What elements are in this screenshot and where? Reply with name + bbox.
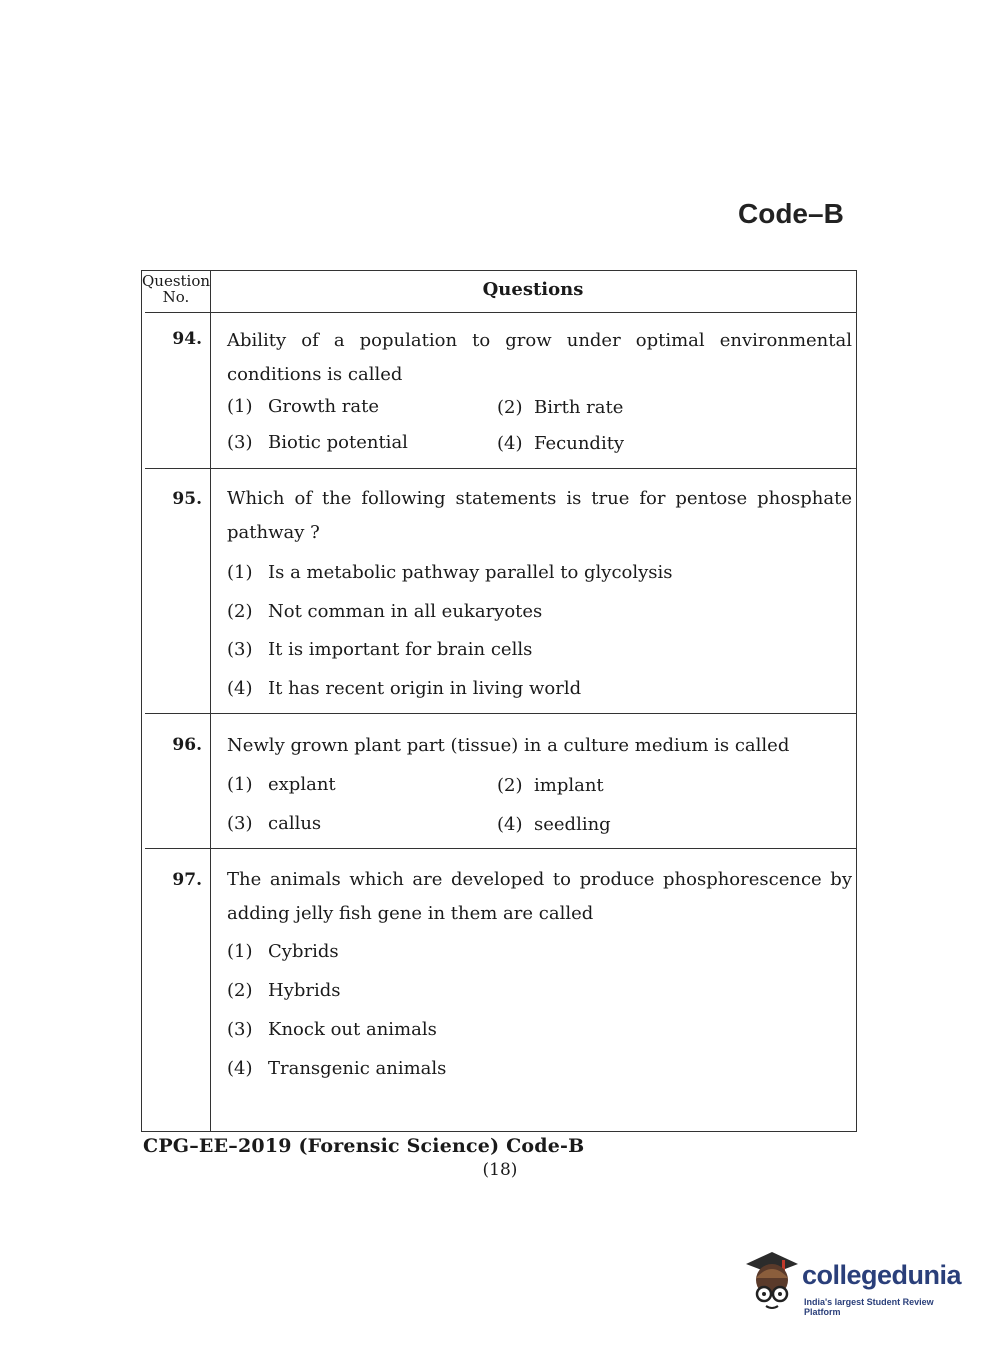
header-divider: [145, 312, 856, 313]
option-text: Transgenic animals: [268, 1058, 447, 1079]
row-divider: [145, 848, 856, 849]
option-text: Birth rate: [534, 397, 624, 418]
row-divider: [145, 468, 856, 469]
option: [227, 980, 341, 1001]
option-number: (1): [227, 941, 253, 962]
column-header-line1: Question: [142, 272, 211, 290]
option-text: seedling: [534, 814, 611, 835]
option: [227, 1058, 446, 1079]
option-text: Not comman in all eukaryotes: [268, 601, 543, 622]
option-text: Growth rate: [268, 396, 379, 417]
option-number: (3): [227, 813, 253, 834]
option-text: explant: [268, 774, 336, 795]
paper-code: Code–B: [738, 198, 844, 229]
column-header-line2: No.: [162, 288, 190, 306]
option: [497, 433, 624, 454]
option: [227, 678, 581, 699]
question-number: 95.: [172, 489, 202, 509]
option-number: (3): [227, 1019, 253, 1040]
option-text: Knock out animals: [268, 1019, 437, 1040]
option: [227, 601, 542, 622]
option-number: (4): [497, 433, 523, 454]
option: [227, 639, 532, 660]
option: [227, 941, 339, 962]
option-number: (1): [227, 774, 253, 795]
option-number: (1): [227, 396, 253, 417]
logo-wordmark: collegedunia: [802, 1260, 962, 1290]
option: [497, 814, 611, 835]
option: [227, 396, 379, 417]
option-text: Cybrids: [268, 941, 339, 962]
option-number: (2): [497, 397, 523, 418]
option-text: Biotic potential: [268, 432, 408, 453]
column-header-question-no: [142, 273, 210, 305]
question-text: Which of the following statements is true for pentose phosphate pathway ?: [227, 488, 852, 543]
collegedunia-logo: [742, 1250, 972, 1320]
question-number: 97.: [172, 870, 202, 890]
question-text: Ability of a population to grow under optimal environmental conditions is called: [227, 330, 852, 385]
option-number: (2): [227, 601, 253, 622]
option-text: It has recent origin in living world: [268, 678, 582, 699]
option-number: (2): [497, 775, 523, 796]
column-divider: [210, 271, 211, 1131]
option-number: (4): [497, 814, 523, 835]
question-number: 94.: [172, 329, 202, 349]
option-text: callus: [268, 813, 322, 834]
option-text: Hybrids: [268, 980, 341, 1001]
option: [227, 562, 673, 583]
option-number: (4): [227, 1058, 253, 1079]
option-text: Fecundity: [534, 433, 625, 454]
column-header-questions: Questions: [482, 279, 584, 300]
option-number: (4): [227, 678, 253, 699]
question-number: 96.: [172, 735, 202, 755]
option-text: It is important for brain cells: [268, 639, 533, 660]
option: [497, 775, 604, 796]
page-number: (18): [482, 1160, 518, 1180]
option: [227, 813, 321, 834]
logo-tagline: India's largest Student Review Platform: [804, 1297, 934, 1317]
option: [497, 397, 623, 418]
option-text: implant: [534, 775, 604, 796]
option-number: (1): [227, 562, 253, 583]
question-text: Newly grown plant part (tissue) in a culture medium is called: [227, 735, 790, 756]
row-divider: [145, 713, 856, 714]
question-text: The animals which are developed to produce phosphorescence by adding jelly fish gene in them are called: [227, 869, 852, 924]
mascot-icon: [742, 1250, 802, 1320]
option-number: (3): [227, 432, 253, 453]
questions-table: [141, 270, 857, 1132]
option-number: (3): [227, 639, 253, 660]
option-text: Is a metabolic pathway parallel to glycolysis: [268, 562, 673, 583]
option: [227, 1019, 437, 1040]
option: [227, 774, 336, 795]
option-number: (2): [227, 980, 253, 1001]
option: [227, 432, 408, 453]
footer-code: CPG–EE–2019 (Forensic Science) Code-B: [143, 1135, 585, 1157]
